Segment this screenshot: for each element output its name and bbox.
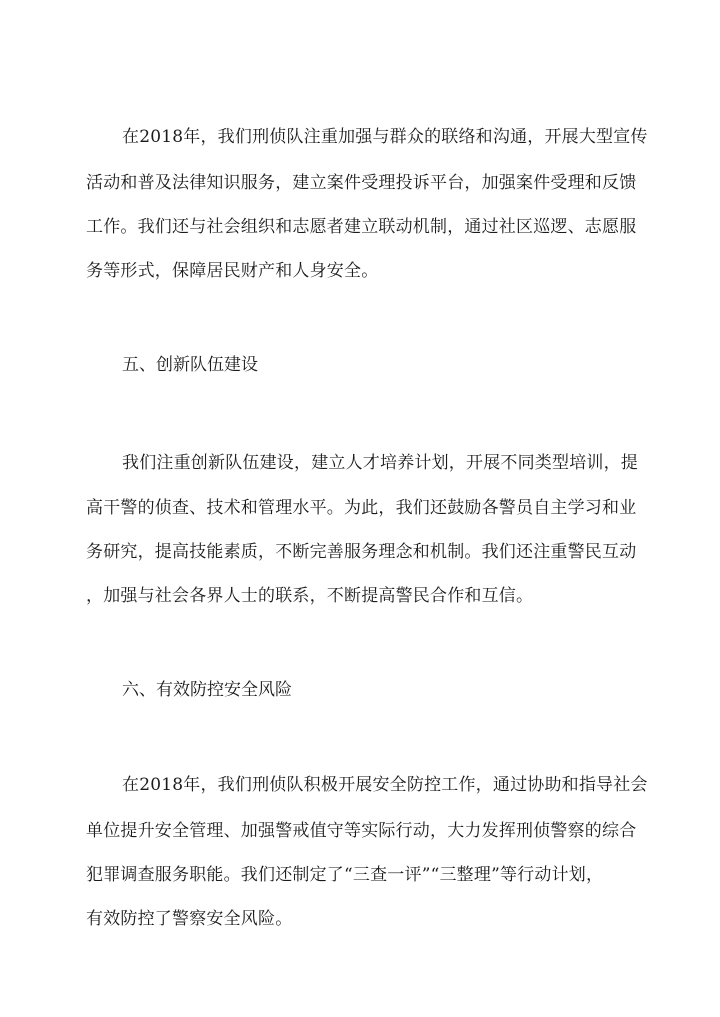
paragraph-line: 在2018年，我们刑侦队积极开展安全防控工作，通过协助和指导社会 [122,775,648,795]
paragraph-line: 犯罪调查服务职能。我们还制定了“三查一评”“三整理”等行动计划， [86,865,604,885]
paragraph-line: 高干警的侦查、技术和管理水平。为此，我们还鼓励各警员自主学习和业 [86,498,637,518]
paragraph-line: ，加强与社会各界人士的联系，不断提高警民合作和互信。 [86,586,534,606]
paragraph-line: 我们注重创新队伍建设，建立人才培养计划，开展不同类型培训，提 [122,453,638,473]
paragraph-line: 在2018年，我们刑侦队注重加强与群众的联络和沟通，开展大型宣传 [122,127,648,147]
section-heading: 五、创新队伍建设 [122,355,258,375]
paragraph-line: 有效防控了警察安全风险。 [86,909,293,929]
paragraph-line: 活动和普及法律知识服务，建立案件受理投诉平台，加强案件受理和反馈 [86,173,637,193]
paragraph-line: 工作。我们还与社会组织和志愿者建立联动机制，通过社区巡逻、志愿服 [86,217,637,237]
paragraph-line: 务研究，提高技能素质，不断完善服务理念和机制。我们还注重警民互动 [86,542,637,562]
paragraph-line: 务等形式，保障居民财产和人身安全。 [86,261,379,281]
section-heading: 六、有效防控安全风险 [122,680,292,700]
paragraph-line: 单位提升安全管理、加强警戒值守等实际行动，大力发挥刑侦警察的综合 [86,821,637,841]
